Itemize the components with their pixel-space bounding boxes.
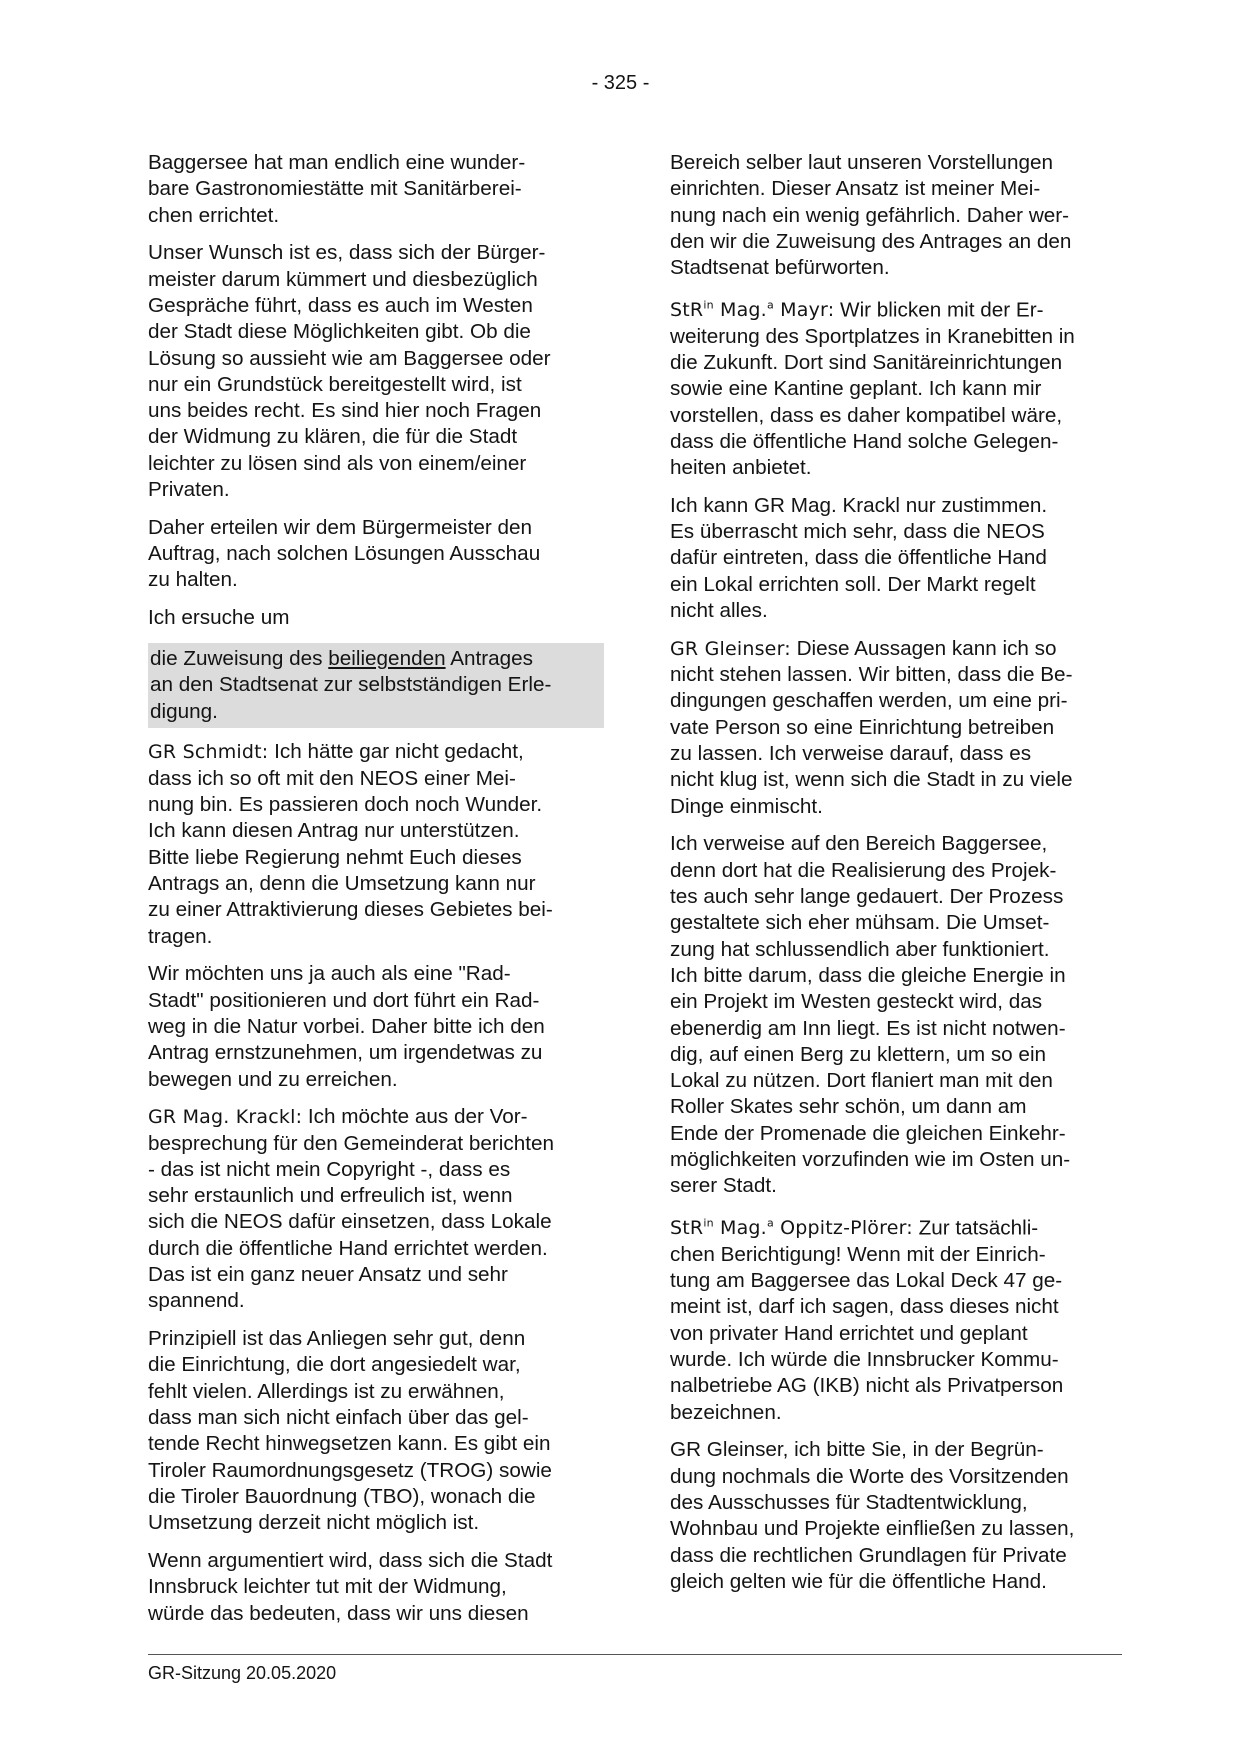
text-line: Wenn argumentiert wird, dass sich die Stadt: [148, 1549, 553, 1573]
text-line: weiterung des Sportplatzes in Kranebitten in: [670, 324, 1075, 348]
speech-paragraph: [670, 636, 1122, 820]
text-line: wurde. Ich würde die Innsbrucker Kommu-: [670, 1347, 1059, 1371]
text-line: Das ist ein ganz neuer Ansatz und sehr: [148, 1263, 508, 1287]
text-line: Wohnbau und Projekte einfließen zu lassen,: [670, 1517, 1075, 1541]
paragraph: [670, 1437, 1122, 1595]
text-line: die Einrichtung, die dort angesiedelt war,: [148, 1353, 521, 1377]
text-line: [148, 739, 600, 765]
footer-session-date: GR-Sitzung 20.05.2020: [148, 1663, 337, 1683]
speech-paragraph: [670, 1211, 1122, 1426]
text-line: Daher erteilen wir dem Bürgermeister den: [148, 515, 533, 539]
text-line: tende Recht hinwegsetzen kann. Es gibt ein: [148, 1432, 551, 1456]
text-line: chen errichtet.: [148, 203, 280, 227]
text-line: sich die NEOS dafür einsetzen, dass Lokale: [148, 1210, 552, 1234]
text-line: würde das bedeuten, dass wir uns diesen: [148, 1601, 529, 1625]
footer-divider: [148, 1654, 1122, 1655]
text-line: tragen.: [148, 924, 213, 948]
text-line: Stadtsenat befürworten.: [670, 256, 890, 280]
text-line: uns beides recht. Es sind hier noch Fragen: [148, 399, 542, 423]
paragraph: [148, 515, 600, 594]
speech-paragraph: [670, 293, 1122, 481]
text-line: gleich gelten wie für die öffentliche Hand.: [670, 1569, 1047, 1593]
text-line: Baggersee hat man endlich eine wunder-: [148, 151, 526, 174]
text-fragment: die Zuweisung des: [150, 647, 329, 671]
speaker-name: GR Gleinser:: [670, 637, 791, 660]
text-line: an den Stadtsenat zur selbstständigen Erle-: [150, 673, 552, 697]
text-line: nicht klug ist, wenn sich die Stadt in zu viele: [670, 768, 1073, 792]
speaker-name: GR Schmidt:: [148, 741, 269, 764]
text-line: Ende der Promenade die gleichen Einkehr-: [670, 1121, 1066, 1145]
text-line: Es überrascht mich sehr, dass die NEOS: [670, 520, 1045, 544]
text-line: einrichten. Dieser Ansatz ist meiner Mei-: [670, 177, 1041, 201]
text-line: sehr erstaunlich und erfreulich ist, wenn: [148, 1184, 513, 1208]
text-line: [148, 1104, 600, 1130]
text-line: bare Gastronomiestätte mit Sanitärberei-: [148, 177, 522, 201]
text-line: zu lassen. Ich verweise darauf, dass es: [670, 742, 1032, 766]
text-line: dass man sich nicht einfach über das gel-: [148, 1406, 529, 1430]
right-column: [670, 150, 1122, 1607]
text-line: Umsetzung derzeit nicht möglich ist.: [148, 1511, 480, 1535]
paragraph: [148, 1326, 600, 1536]
text-line: nicht alles.: [670, 599, 768, 623]
text-fragment: Ich hätte gar nicht gedacht,: [268, 740, 524, 764]
text-line: dingungen geschaffen werden, um eine pri-: [670, 689, 1068, 713]
paragraph: [670, 831, 1122, 1199]
speaker-name: StR$^{in}$ Mag.$^a$ Oppitz-Plörer:: [670, 1217, 913, 1240]
text-line: nung bin. Es passieren doch noch Wunder.: [148, 793, 543, 817]
text-line: spannend.: [148, 1289, 245, 1313]
text-line: [670, 1211, 1122, 1242]
text-line: nung nach ein wenig gefährlich. Daher wer-: [670, 203, 1070, 227]
text-line: Roller Skates sehr schön, um dann am: [670, 1095, 1027, 1119]
motion-highlight-box: [148, 643, 604, 728]
text-line: dung nochmals die Worte des Vorsitzenden: [670, 1464, 1069, 1488]
text-line: GR Gleinser, ich bitte Sie, in der Begrün-: [670, 1438, 1044, 1462]
text-line: Wir möchten uns ja auch als eine "Rad-: [148, 962, 511, 986]
text-line: weg in die Natur vorbei. Daher bitte ich den: [148, 1014, 545, 1038]
paragraph: [148, 240, 600, 503]
text-line: Bitte liebe Regierung nehmt Euch dieses: [148, 845, 522, 869]
text-line: [150, 646, 604, 672]
text-line: dass ich so oft mit den NEOS einer Mei-: [148, 766, 516, 790]
text-line: der Widmung zu klären, die für die Stadt: [148, 425, 518, 449]
text-line: [670, 636, 1122, 662]
text-line: Auftrag, nach solchen Lösungen Ausschau: [148, 542, 541, 566]
text-line: nur ein Grundstück bereitgestellt wird, ist: [148, 372, 522, 396]
text-fragment: Diese Aussagen kann ich so: [790, 636, 1057, 660]
text-line: gestaltete sich eher mühsam. Die Umset-: [670, 911, 1050, 935]
text-line: nalbetriebe AG (IKB) nicht als Privatperson: [670, 1374, 1064, 1398]
paragraph: [670, 150, 1122, 281]
text-line: heiten anbietet.: [670, 456, 812, 480]
text-line: die Tiroler Bauordnung (TBO), wonach die: [148, 1484, 536, 1508]
text-line: Ich kann diesen Antrag nur unterstützen.: [148, 819, 520, 843]
underlined-word: beiliegenden: [328, 647, 446, 671]
text-fragment: Ich möchte aus der Vor-: [302, 1105, 528, 1129]
text-line: fehlt vielen. Allerdings ist zu erwähnen,: [148, 1379, 505, 1403]
text-line: tes auch sehr lange gedauert. Der Prozess: [670, 885, 1064, 909]
text-line: die Zukunft. Dort sind Sanitäreinrichtungen: [670, 350, 1063, 374]
text-line: möglichkeiten vorzufinden wie im Osten un-: [670, 1148, 1071, 1172]
text-line: digung.: [150, 699, 218, 723]
text-line: - das ist nicht mein Copyright -, dass es: [148, 1157, 511, 1181]
text-line: dig, auf einen Berg zu klettern, um so ein: [670, 1042, 1047, 1066]
text-line: zu einer Attraktivierung dieses Gebietes bei-: [148, 898, 553, 922]
text-line: durch die öffentliche Hand errichtet werden.: [148, 1236, 548, 1260]
text-fragment: Zur tatsächli-: [912, 1216, 1039, 1240]
text-line: Privaten.: [148, 478, 230, 502]
text-line: Lösung so aussieht wie am Baggersee oder: [148, 346, 551, 370]
text-line: bezeichnen.: [670, 1400, 782, 1424]
text-line: von privater Hand errichtet und geplant: [670, 1321, 1028, 1345]
text-line: Dinge einmischt.: [670, 794, 823, 818]
text-line: ein Lokal errichten soll. Der Markt regelt: [670, 572, 1036, 596]
paragraph: [148, 150, 600, 229]
text-line: Antrag ernstzunehmen, um irgendetwas zu: [148, 1041, 543, 1065]
text-line: serer Stadt.: [670, 1174, 777, 1198]
text-fragment: Antrages: [445, 647, 533, 671]
text-line: dass die rechtlichen Grundlagen für Private: [670, 1543, 1067, 1567]
text-line: Antrags an, denn die Umsetzung kann nur: [148, 871, 536, 895]
page-number: - 325 -: [591, 72, 650, 94]
text-line: ein Projekt im Westen gesteckt wird, das: [670, 990, 1043, 1014]
text-line: Innsbruck leichter tut mit der Widmung,: [148, 1575, 507, 1599]
speaker-name: GR Mag. Krackl:: [148, 1106, 303, 1129]
text-line: sowie eine Kantine geplant. Ich kann mir: [670, 377, 1042, 401]
text-fragment: Wir blicken mit der Er-: [834, 298, 1044, 322]
text-line: nicht stehen lassen. Wir bitten, dass die Be-: [670, 663, 1073, 687]
text-line: dass die öffentliche Hand solche Gelegen-: [670, 429, 1059, 453]
text-line: Ich bitte darum, dass die gleiche Energie in: [670, 963, 1066, 987]
text-line: Unser Wunsch ist es, dass sich der Bürger-: [148, 241, 546, 265]
text-line: Ich verweise auf den Bereich Baggersee,: [670, 832, 1048, 856]
text-line: ebenerdig am Inn liegt. Es ist nicht notwen-: [670, 1016, 1066, 1040]
text-line: [670, 293, 1122, 324]
text-line: vate Person so eine Einrichtung betreiben: [670, 715, 1055, 739]
text-line: der Stadt diese Möglichkeiten gibt. Ob die: [148, 320, 531, 344]
text-line: meister darum kümmert und diesbezüglich: [148, 267, 538, 291]
text-line: denn dort hat die Realisierung des Projek-: [670, 858, 1057, 882]
text-line: zu halten.: [148, 568, 238, 592]
text-line: des Ausschusses für Stadtentwicklung,: [670, 1490, 1028, 1514]
paragraph: [148, 1548, 600, 1627]
text-line: vorstellen, dass es daher kompatibel wäre,: [670, 403, 1063, 427]
text-line: besprechung für den Gemeinderat berichten: [148, 1131, 554, 1155]
text-line: Gespräche führt, dass es auch im Westen: [148, 293, 533, 317]
text-line: dafür eintreten, dass die öffentliche Hand: [670, 546, 1047, 570]
text-line: Stadt" positionieren und dort führt ein Rad-: [148, 988, 540, 1012]
text-line: leichter zu lösen sind als von einem/einer: [148, 451, 527, 475]
text-line: Prinzipiell ist das Anliegen sehr gut, denn: [148, 1327, 526, 1351]
text-line: den wir die Zuweisung des Antrages an den: [670, 229, 1072, 253]
speech-paragraph: [148, 1104, 600, 1314]
text-line: Ich ersuche um: [148, 606, 290, 630]
speech-paragraph: [148, 739, 600, 949]
text-line: meint ist, darf ich sagen, dass dieses nicht: [670, 1295, 1059, 1319]
paragraph: [148, 605, 600, 631]
text-line: bewegen und zu erreichen.: [148, 1067, 398, 1091]
left-column: [148, 150, 600, 1638]
paragraph: [148, 961, 600, 1092]
paragraph: [670, 493, 1122, 624]
text-line: Ich kann GR Mag. Krackl nur zustimmen.: [670, 493, 1048, 517]
text-line: Tiroler Raumordnungsgesetz (TROG) sowie: [148, 1458, 552, 1482]
speaker-name: StR$^{in}$ Mag.$^a$ Mayr:: [670, 298, 835, 322]
text-line: Lokal zu nützen. Dort flaniert man mit den: [670, 1069, 1053, 1093]
text-line: zung hat schlussendlich aber funktioniert.: [670, 937, 1050, 961]
text-line: chen Berichtigung! Wenn mit der Einrich-: [670, 1242, 1046, 1266]
text-line: Bereich selber laut unseren Vorstellungen: [670, 151, 1053, 174]
text-line: tung am Baggersee das Lokal Deck 47 ge-: [670, 1269, 1063, 1293]
